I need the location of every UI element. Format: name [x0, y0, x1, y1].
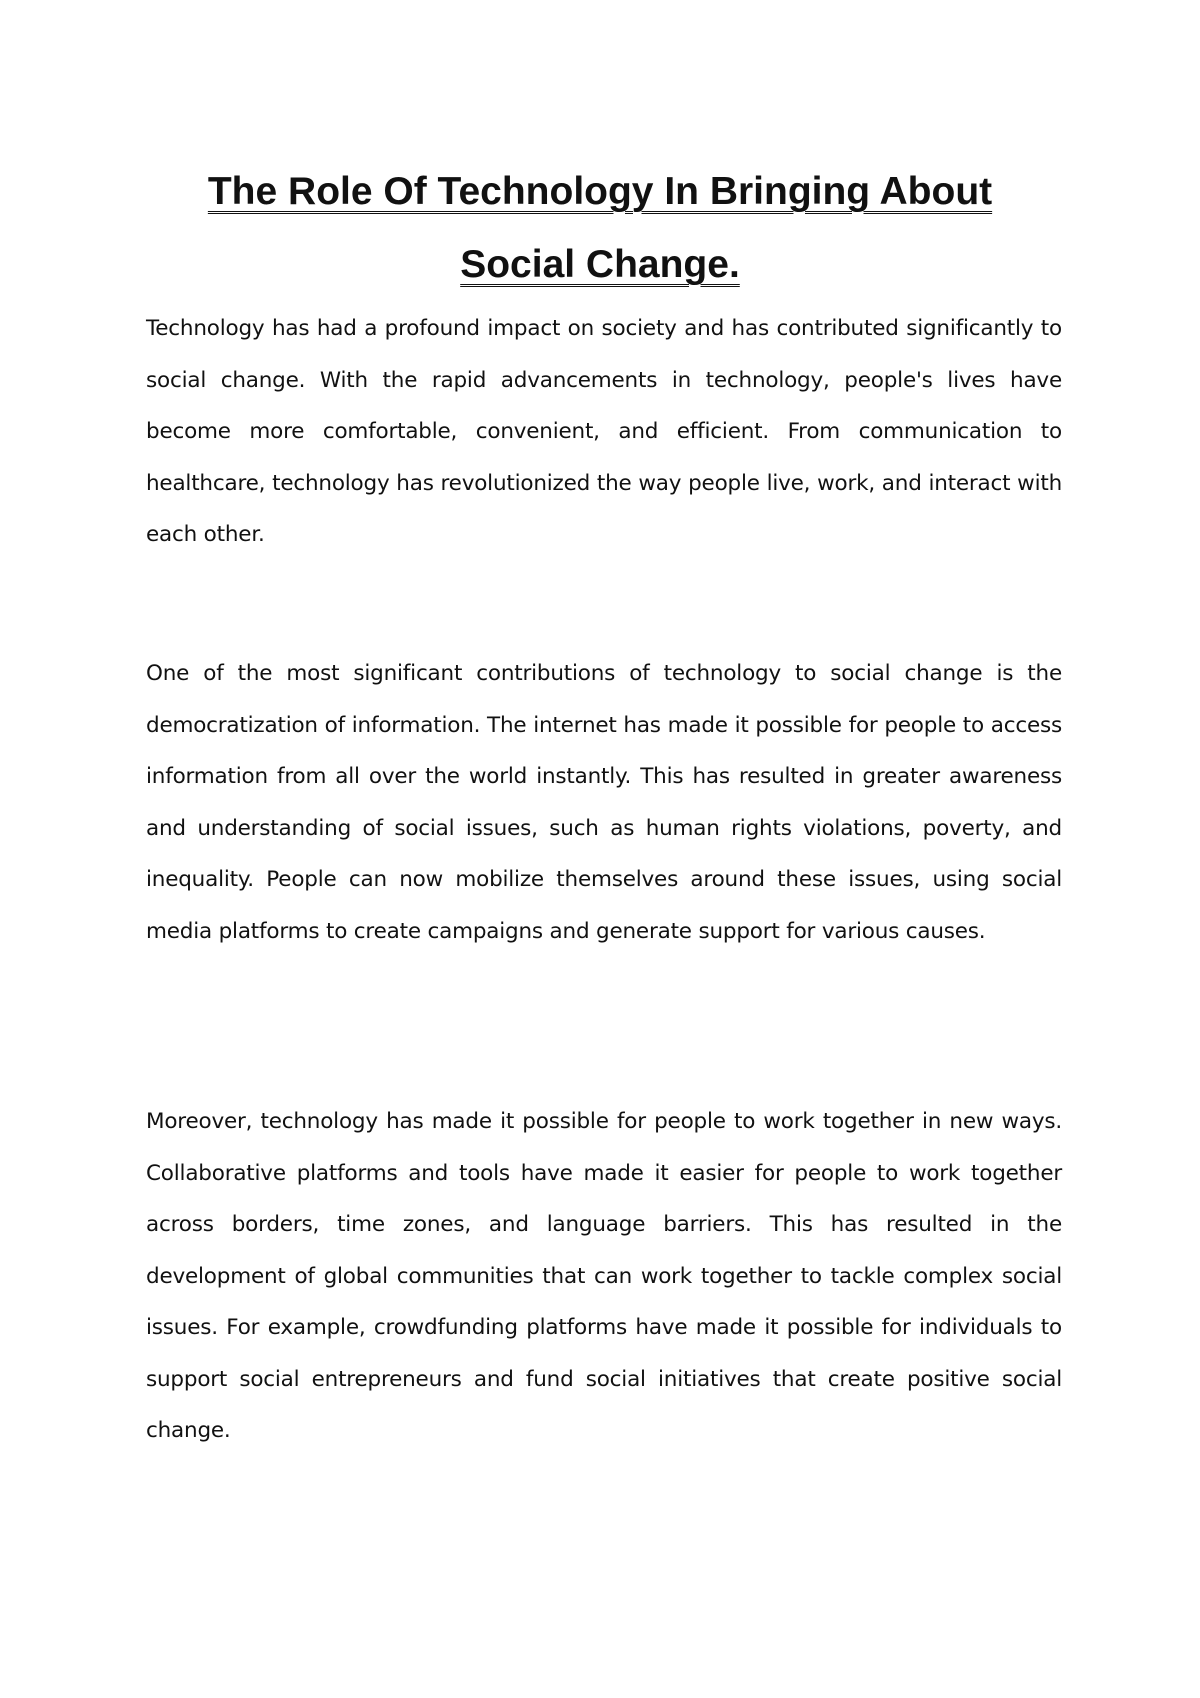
paragraph-3: Moreover, technology has made it possible for people to work together in new ways. Collaborative platforms and tools have made it easier for people to work together across borders, time zones, and language barriers. This has resulted in the development of global communities that can work together to tackle complex social issues. For example, crowdfunding platforms have made it possible for individuals to support social entrepreneurs and fund social initiatives that create positive social change. — [146, 1109, 1062, 1443]
title-line-1: The Role Of Technology In Bringing About — [207, 170, 993, 213]
document-title — [100, 165, 1100, 219]
paragraph-1: Technology has had a profound impact on society and has contributed significantly to social change. With the rapid advancements in technology, people's lives have become more comfortable, convenient, and efficient. From communication to healthcare, technology has revolutionized the way people live, work, and interact with each other. — [146, 316, 1062, 547]
title-line-2: Social Change. — [460, 243, 740, 286]
document-title-continued — [100, 238, 1100, 292]
paragraph-2: One of the most significant contributions of technology to social change is the democratization of information. The internet has made it possible for people to access information from all over the world instantly. This has resulted in greater awareness and understanding of social issues, such as human rights violations, poverty, and inequality. People can now mobilize themselves around these issues, using social media platforms to create campaigns and generate support for various causes. — [146, 661, 1062, 944]
